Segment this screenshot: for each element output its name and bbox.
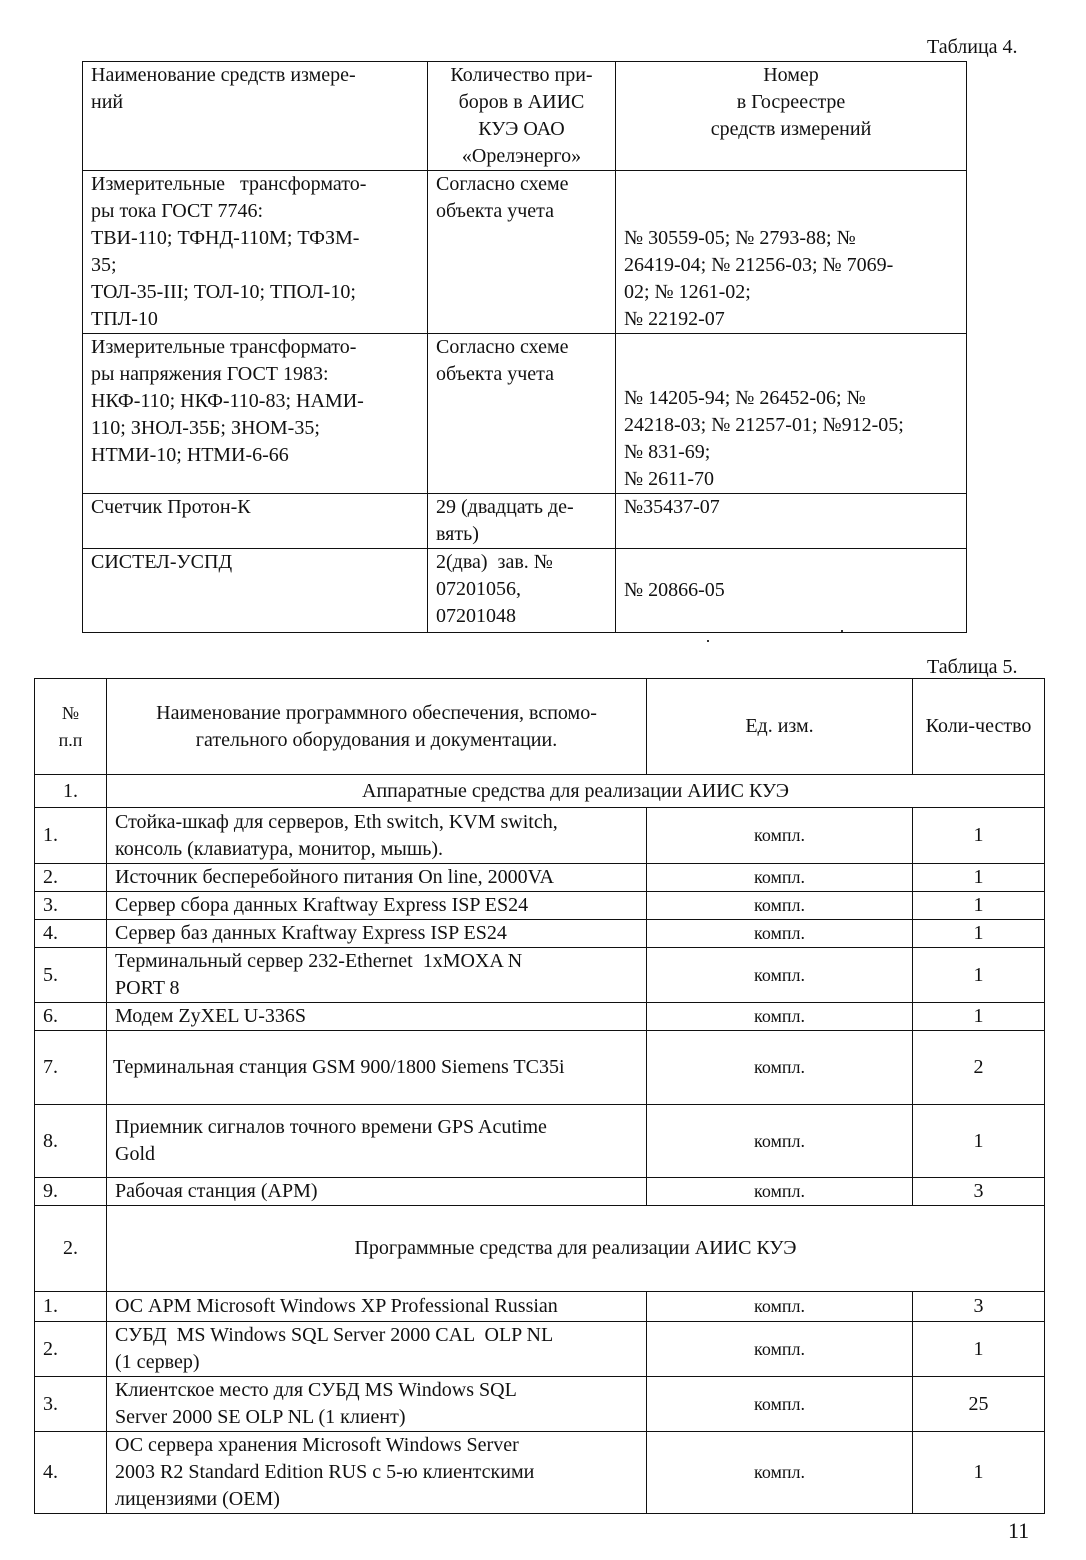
item-qty: 3	[913, 1178, 1045, 1206]
item-num: 1.	[35, 808, 107, 864]
item-num: 6.	[35, 1003, 107, 1031]
table5-header-qty: Коли-чество	[913, 679, 1045, 775]
row-registry: № 14205-94; № 26452-06; № 24218-03; № 21257-01; №912-05; № 831-69; № 2611-70	[616, 334, 967, 494]
table-row	[35, 864, 1045, 892]
item-unit: компл.	[647, 1432, 913, 1514]
item-name: Стойка-шкаф для серверов, Eth switch, KVM switch, консоль (клавиатура, монитор, мышь).	[107, 808, 647, 864]
item-name: Рабочая станция (АРМ)	[107, 1178, 647, 1206]
section-num: 2.	[35, 1206, 107, 1292]
item-qty: 1	[913, 892, 1045, 920]
item-qty: 1	[913, 1322, 1045, 1377]
row-name: Измерительные трансформато- ры напряжения ГОСТ 1983: НКФ-110; НКФ-110-83; НАМИ- 110; ЗНОЛ-35Б; ЗНОМ-35; НТМИ-10; НТМИ-6-66	[83, 334, 428, 494]
item-unit: компл.	[647, 864, 913, 892]
section-row	[35, 775, 1045, 808]
table-row	[35, 1322, 1045, 1377]
section-title: Аппаратные средства для реализации АИИС КУЭ	[107, 775, 1045, 808]
item-name: СУБД MS Windows SQL Server 2000 CAL OLP NL (1 сервер)	[107, 1322, 647, 1377]
item-num: 7.	[35, 1031, 107, 1105]
item-unit: компл.	[647, 1105, 913, 1178]
table4-header-count: Количество при- боров в АИИС КУЭ ОАО «Орелэнерго»	[428, 62, 616, 171]
item-num: 3.	[35, 1377, 107, 1432]
item-qty: 1	[913, 1105, 1045, 1178]
table4-header-name: Наименование средств измере- ний	[83, 62, 428, 171]
table4	[82, 61, 967, 633]
item-num: 3.	[35, 892, 107, 920]
item-unit: компл.	[647, 920, 913, 948]
item-qty: 25	[913, 1377, 1045, 1432]
table-row	[35, 892, 1045, 920]
table-row	[35, 920, 1045, 948]
table-row	[35, 1377, 1045, 1432]
row-registry: № 20866-05	[616, 549, 967, 633]
item-unit: компл.	[647, 1031, 913, 1105]
table-row	[35, 1003, 1045, 1031]
row-count: Согласно схеме объекта учета	[428, 334, 616, 494]
item-name: Приемник сигналов точного времени GPS Acutime Gold	[107, 1105, 647, 1178]
table-row	[35, 1031, 1045, 1105]
table4-caption: Таблица 4.	[927, 36, 1018, 58]
scan-speck	[841, 630, 843, 632]
table-row	[35, 808, 1045, 864]
table4-header-row	[83, 62, 967, 171]
item-name: Сервер баз данных Kraftway Express ISP ES24	[107, 920, 647, 948]
item-num: 1.	[35, 1292, 107, 1322]
row-name: Счетчик Протон-К	[83, 494, 428, 549]
item-qty: 2	[913, 1031, 1045, 1105]
item-qty: 1	[913, 808, 1045, 864]
item-qty: 1	[913, 864, 1045, 892]
section-title: Программные средства для реализации АИИС КУЭ	[107, 1206, 1045, 1292]
item-unit: компл.	[647, 808, 913, 864]
item-unit: компл.	[647, 1178, 913, 1206]
item-qty: 1	[913, 1432, 1045, 1514]
table5-header-unit: Ед. изм.	[647, 679, 913, 775]
table-row	[35, 948, 1045, 1003]
table-row	[35, 1178, 1045, 1206]
row-registry: №35437-07	[616, 494, 967, 549]
table5	[34, 678, 1045, 1514]
item-unit: компл.	[647, 1003, 913, 1031]
row-count: 29 (двадцать де- вять)	[428, 494, 616, 549]
item-unit: компл.	[647, 1292, 913, 1322]
item-unit: компл.	[647, 1377, 913, 1432]
item-num: 9.	[35, 1178, 107, 1206]
item-name: Источник бесперебойного питания On line, 2000VA	[107, 864, 647, 892]
item-num: 4.	[35, 1432, 107, 1514]
item-qty: 1	[913, 948, 1045, 1003]
section-num: 1.	[35, 775, 107, 808]
section-row	[35, 1206, 1045, 1292]
item-name: Сервер сбора данных Kraftway Express ISP ES24	[107, 892, 647, 920]
item-num: 2.	[35, 1322, 107, 1377]
row-name: СИСТЕЛ-УСПД	[83, 549, 428, 633]
item-name: ОС АРМ Microsoft Windows XP Professional Russian	[107, 1292, 647, 1322]
item-unit: компл.	[647, 1322, 913, 1377]
table-row	[35, 1105, 1045, 1178]
table5-header-row	[35, 679, 1045, 775]
item-unit: компл.	[647, 892, 913, 920]
row-count: Согласно схеме объекта учета	[428, 171, 616, 334]
item-qty: 1	[913, 1003, 1045, 1031]
table5-header-name: Наименование программного обеспечения, вспомо- гательного оборудования и документации.	[107, 679, 647, 775]
item-qty: 3	[913, 1292, 1045, 1322]
item-name: ОС сервера хранения Microsoft Windows Server 2003 R2 Standard Edition RUS с 5-ю клиентскими лицензиями (OEM)	[107, 1432, 647, 1514]
table-row	[35, 1432, 1045, 1514]
item-name: Модем ZyXEL U-336S	[107, 1003, 647, 1031]
item-num: 5.	[35, 948, 107, 1003]
table-row	[83, 334, 967, 494]
item-unit: компл.	[647, 948, 913, 1003]
item-num: 4.	[35, 920, 107, 948]
item-name: Клиентское место для СУБД MS Windows SQL Server 2000 SE OLP NL (1 клиент)	[107, 1377, 647, 1432]
row-name: Измерительные трансформато- ры тока ГОСТ 7746: ТВИ-110; ТФНД-110М; ТФЗМ- 35; ТОЛ-35-III; ТОЛ-10; ТПОЛ-10; ТПЛ-10	[83, 171, 428, 334]
table5-caption: Таблица 5.	[927, 656, 1018, 678]
table5-header-num: № п.п	[35, 679, 107, 775]
item-name: Терминальная станция GSM 900/1800 Siemens TC35i	[107, 1031, 647, 1105]
item-qty: 1	[913, 920, 1045, 948]
table-row	[83, 494, 967, 549]
item-num: 2.	[35, 864, 107, 892]
table-row	[35, 1292, 1045, 1322]
row-registry: № 30559-05; № 2793-88; № 26419-04; № 21256-03; № 7069- 02; № 1261-02; № 22192-07	[616, 171, 967, 334]
table-row	[83, 171, 967, 334]
row-count: 2(два) зав. № 07201056, 07201048	[428, 549, 616, 633]
page-number: 11	[1008, 1518, 1030, 1543]
table4-header-registry: Номер в Госреестре средств измерений	[616, 62, 967, 171]
item-num: 8.	[35, 1105, 107, 1178]
scan-speck	[707, 640, 709, 642]
table-row	[83, 549, 967, 633]
item-name: Терминальный сервер 232-Ethernet 1xMOXA N PORT 8	[107, 948, 647, 1003]
